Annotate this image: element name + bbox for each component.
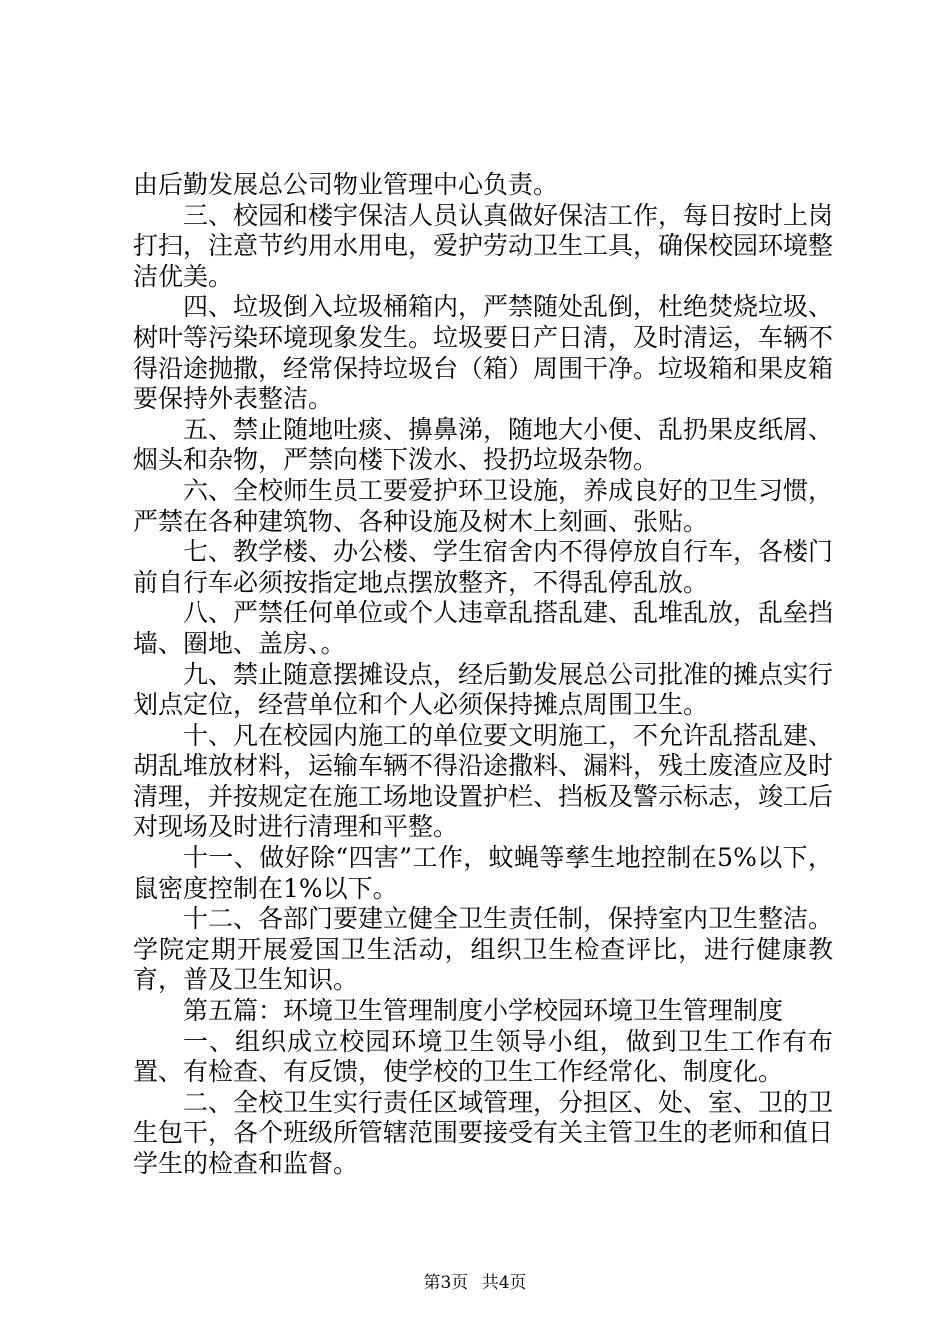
paragraph: 一、组织成立校园环境卫生领导小组，做到卫生工作有布置、有检查、有反馈，使学校的卫生工作经常化、制度化。 (133, 1026, 833, 1087)
paragraph: 四、垃圾倒入垃圾桶箱内，严禁随处乱倒，杜绝焚烧垃圾、树叶等污染环境现象发生。垃圾要日产日清，及时清运，车辆不得沿途抛撒，经常保持垃圾台（箱）周围干净。垃圾箱和果皮箱要保持外表整洁。 (133, 292, 834, 414)
paragraph: 八、严禁任何单位或个人违章乱搭乱建、乱堆乱放，乱垒挡墙、圈地、盖房、。 (133, 598, 834, 658)
paragraph: 九、禁止随意摆摊设点，经后勤发展总公司批准的摊点实行划点定位，经营单位和个人必须保持摊点周围卫生。 (133, 659, 834, 720)
paragraph: 二、全校卫生实行责任区域管理，分担区、处、室、卫的卫生包干，各个班级所管辖范围要接受有关主管卫生的老师和值日学生的检查和监督。 (133, 1087, 834, 1178)
page-total: 共4页 (481, 1273, 527, 1293)
paragraph: 七、教学楼、办公楼、学生宿舍内不得停放自行车，各楼门前自行车必须按指定地点摆放整齐，不得乱停乱放。 (133, 537, 834, 597)
paragraph: 十、凡在校园内施工的单位要文明施工，不允许乱搭乱建、胡乱堆放材料，运输车辆不得沿途撒料、漏料，残土废渣应及时清理，并按规定在施工场地设置护栏、挡板及警示标志，竣工后对现场及时进行清理和平整。 (133, 720, 834, 842)
page-number: 第3页 (423, 1273, 469, 1293)
paragraph: 三、校园和楼宇保洁人员认真做好保洁工作，每日按时上岗打扫，注意节约用水用电，爱护劳动卫生工具，确保校园环境整洁优美。 (133, 200, 834, 291)
document-body (133, 170, 833, 1180)
paragraph: 十一、做好除“四害”工作，蚊蝇等孳生地控制在5%以下，鼠密度控制在1%以下。 (133, 843, 833, 903)
page-footer (0, 1273, 950, 1293)
paragraph: 由后勤发展总公司物业管理中心负责。 (133, 170, 559, 199)
paragraph: 十二、各部门要建立健全卫生责任制，保持室内卫生整洁。学院定期开展爱国卫生活动，组织卫生检查评比，进行健康教育，普及卫生知识。 (133, 904, 834, 995)
paragraph: 第五篇：环境卫生管理制度小学校园环境卫生管理制度 (183, 996, 784, 1026)
paragraph: 五、禁止随地吐痰、擤鼻涕，随地大小便、乱扔果皮纸屑、烟头和杂物，严禁向楼下泼水、投扔垃圾杂物。 (133, 414, 834, 475)
paragraph: 六、全校师生员工要爱护环卫设施，养成良好的卫生习惯，严禁在各种建筑物、各种设施及树木上刻画、张贴。 (133, 475, 834, 536)
